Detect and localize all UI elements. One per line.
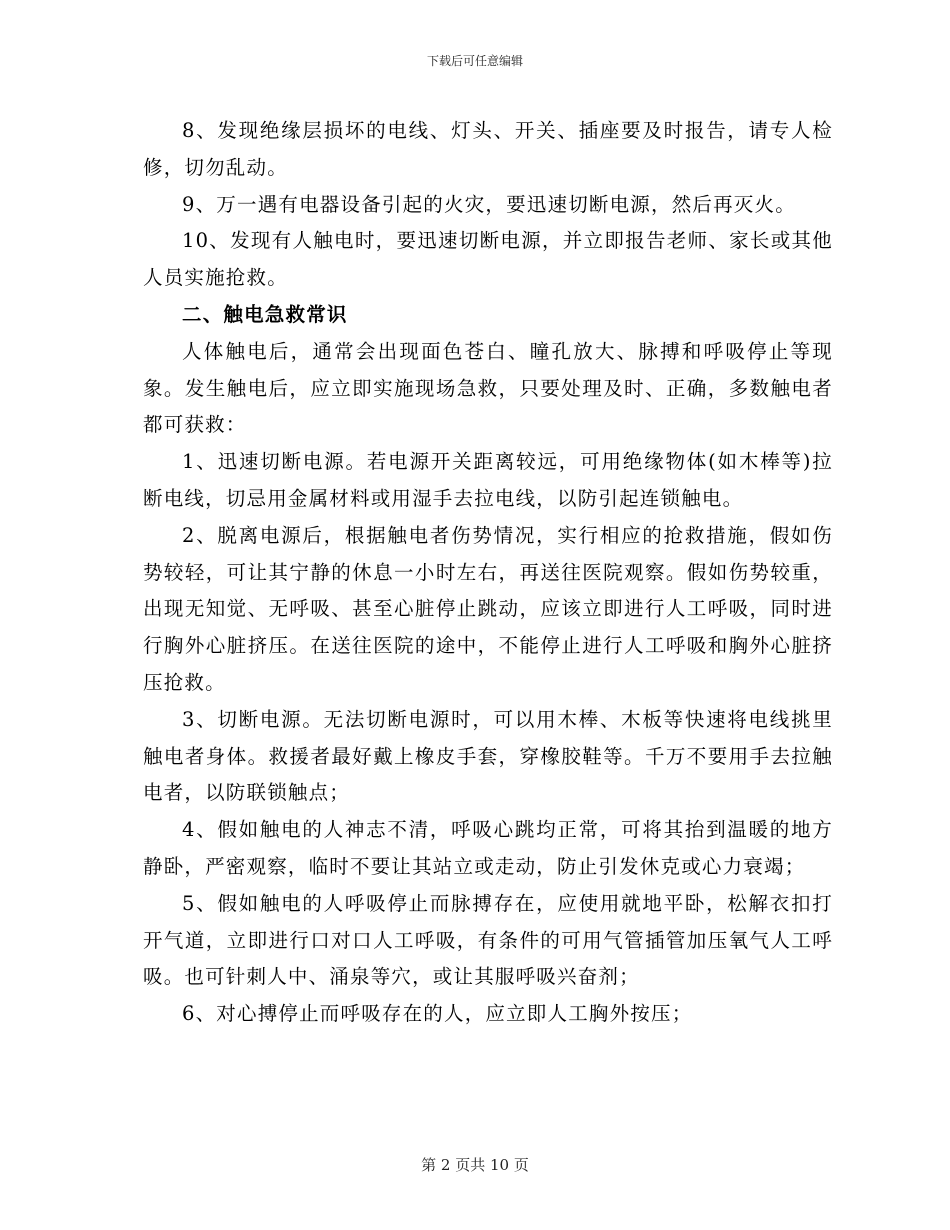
document-body — [143, 113, 833, 1033]
section-heading: 二、触电急救常识 — [182, 302, 348, 326]
list-item-6: 6、对心搏停止而呼吸存在的人，应立即人工胸外按压； — [182, 1002, 693, 1026]
list-item-3: 3、切断电源。无法切断电源时，可以用木棒、木板等快速将电线挑里触电者身体。救援者最好戴上橡皮手套，穿橡胶鞋等。千万不要用手去拉触电者，以防联锁触点； — [143, 707, 833, 805]
list-item-1: 1、迅速切断电源。若电源开关距离较远，可用绝缘物体(如木棒等)拉断电线，切忌用金属材料或用湿手去拉电线，以防引起连锁触电。 — [143, 450, 833, 510]
page-footer: 第 2 页共 10 页 — [421, 1156, 529, 1174]
list-item-5: 5、假如触电的人呼吸停止而脉搏存在，应使用就地平卧，松解衣扣打开气道，立即进行口对口人工呼吸，有条件的可用气管插管加压氧气人工呼吸。也可针刺人中、涌泉等穴，或让其服呼吸兴奋剂； — [143, 891, 833, 989]
list-item-10: 10、发现有人触电时，要迅速切断电源，并立即报告老师、家长或其他人员实施抢救。 — [143, 229, 833, 290]
list-item-2: 2、脱离电源后，根据触电者伤势情况，实行相应的抢救措施，假如伤势较轻，可让其宁静的休息一小时左右，再送往医院观察。假如伤势较重，出现无知觉、无呼吸、甚至心脏停止跳动，应该立即进行人工呼吸，同时进行胸外心脏挤压。在送往医院的途中，不能停止进行人工呼吸和胸外心脏挤压抢救。 — [143, 523, 833, 694]
intro-paragraph: 人体触电后，通常会出现面色苍白、瞳孔放大、脉搏和呼吸停止等现象。发生触电后，应立即实施现场急救，只要处理及时、正确，多数触电者都可获救： — [143, 339, 833, 437]
page-header: 下载后可任意编辑 — [426, 54, 523, 68]
list-item-8: 8、发现绝缘层损坏的电线、灯头、开关、插座要及时报告，请专人检修，切勿乱动。 — [143, 119, 833, 179]
list-item-9: 9、万一遇有电器设备引起的火灾，要迅速切断电源，然后再灭火。 — [182, 192, 796, 216]
list-item-4: 4、假如触电的人神志不清，呼吸心跳均正常，可将其抬到温暖的地方静卧，严密观察，临时不要让其站立或走动，防止引发休克或心力衰竭； — [143, 818, 833, 878]
